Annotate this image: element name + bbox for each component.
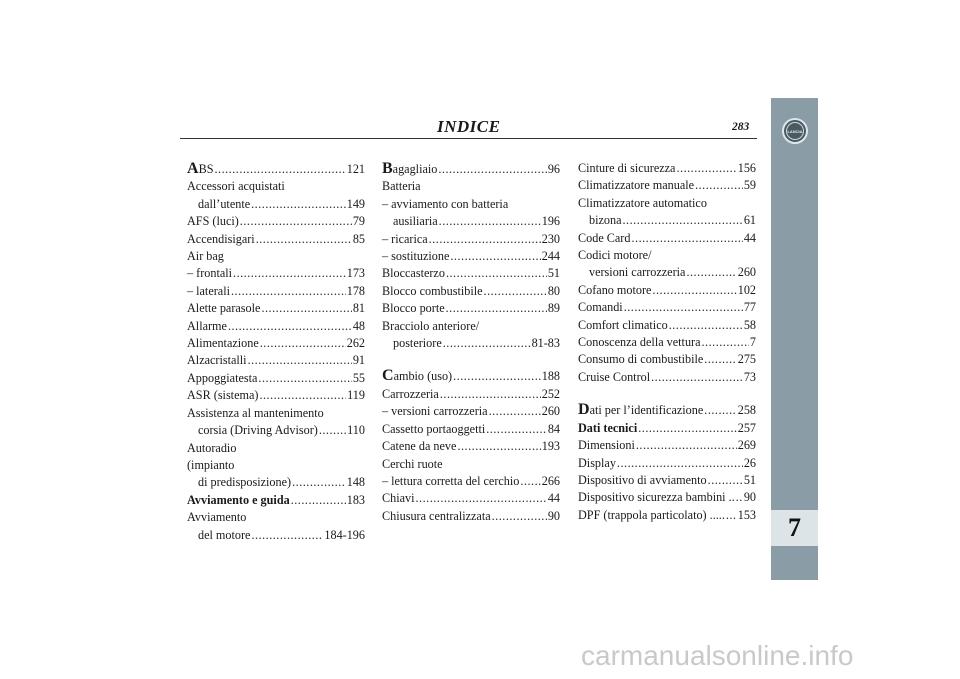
dot-leader xyxy=(708,472,743,489)
index-entry-label: Chiavi xyxy=(382,491,415,506)
dot-leader xyxy=(251,527,323,544)
index-column-3 xyxy=(578,160,756,524)
index-entry[interactable] xyxy=(187,440,365,457)
index-entry-first-line: Assistenza al mantenimento xyxy=(187,405,324,420)
index-entry-heading: Air bag xyxy=(187,249,224,264)
index-entry-page: 80 xyxy=(547,283,560,298)
index-entry-page: 44 xyxy=(547,491,560,506)
section-initial: D xyxy=(578,401,590,419)
index-entry-page: 90 xyxy=(547,508,560,523)
index-entry-page: 102 xyxy=(737,282,756,297)
section-gap xyxy=(578,386,756,401)
dot-leader xyxy=(319,422,346,439)
header-rule xyxy=(180,138,757,139)
index-entry[interactable] xyxy=(382,196,560,231)
index-entry-label: Allarme xyxy=(187,318,227,333)
index-entry-label: Catene da neve xyxy=(382,439,457,454)
index-entry[interactable] xyxy=(382,178,560,195)
index-entry-page: 178 xyxy=(346,283,365,298)
index-entry[interactable] xyxy=(382,160,560,178)
index-entry-page: 119 xyxy=(347,388,365,403)
index-entry-page: 26 xyxy=(743,455,756,470)
index-entry-page: 173 xyxy=(346,266,365,281)
index-entry-page: 96 xyxy=(547,162,560,176)
index-entry-page: 196 xyxy=(541,214,560,229)
index-entry[interactable] xyxy=(187,492,365,509)
index-entry-page: 275 xyxy=(737,352,756,367)
index-entry-label: dall’utente xyxy=(198,196,251,211)
index-entry[interactable] xyxy=(578,455,756,472)
index-entry-page: 230 xyxy=(541,231,560,246)
index-entry-first-line: Accessori acquistati xyxy=(187,179,285,194)
index-entry-label: – frontali xyxy=(187,266,233,281)
index-entry[interactable] xyxy=(187,335,365,352)
index-entry-label: Display xyxy=(578,455,616,470)
index-entry-page: 258 xyxy=(737,403,756,418)
section-initial-rest: agagliaio xyxy=(392,162,438,176)
index-entry-label: ausiliaria xyxy=(393,214,438,229)
dot-leader xyxy=(736,489,743,506)
index-entry[interactable] xyxy=(578,317,756,334)
dot-leader xyxy=(624,299,743,316)
index-entry[interactable] xyxy=(187,387,365,404)
index-entry[interactable] xyxy=(187,265,365,282)
index-entry-page: 110 xyxy=(347,423,365,438)
watermark: carmanualsonline.info xyxy=(581,640,854,671)
dot-leader xyxy=(726,507,737,524)
index-entry[interactable] xyxy=(382,490,560,507)
dot-leader xyxy=(617,455,743,472)
index-entry-page: 260 xyxy=(737,265,756,280)
dot-leader xyxy=(256,231,352,248)
index-entry-page: 61 xyxy=(743,213,756,228)
chapter-tab-strip xyxy=(771,98,818,580)
index-entry[interactable] xyxy=(382,367,560,385)
dot-leader xyxy=(686,264,736,281)
index-entry-page: 257 xyxy=(737,420,756,435)
dot-leader xyxy=(228,318,352,335)
dot-leader xyxy=(623,212,743,229)
index-entry[interactable] xyxy=(187,231,365,248)
index-entry-page: 269 xyxy=(737,438,756,453)
index-entry-label: Dispositivo sicurezza bambini .. xyxy=(578,490,735,505)
index-entry[interactable] xyxy=(382,508,560,525)
index-entry-label: Dati tecnici xyxy=(578,420,638,435)
index-entry-page: 85 xyxy=(352,231,365,246)
index-entry-page: 149 xyxy=(346,196,365,211)
dot-leader xyxy=(492,508,547,525)
index-entry-page: 73 xyxy=(743,369,756,384)
index-entry-label: Dispositivo di avviamento xyxy=(578,472,707,487)
index-entry[interactable] xyxy=(187,160,365,178)
index-entry-label: Cofano motore xyxy=(578,282,652,297)
index-entry[interactable] xyxy=(382,248,560,265)
index-entry-label: Consumo di combustibile xyxy=(578,352,704,367)
index-entry-label: Alzacristalli xyxy=(187,353,247,368)
dot-leader xyxy=(446,265,547,282)
index-entry-page: 262 xyxy=(346,336,365,351)
index-entry[interactable] xyxy=(187,178,365,213)
section-initial: A xyxy=(187,160,199,177)
dot-leader xyxy=(638,420,736,437)
index-entry-page: 183 xyxy=(346,492,365,507)
dot-leader xyxy=(240,213,352,230)
index-entry-label: – lettura corretta del cerchio xyxy=(382,473,520,488)
dot-leader xyxy=(258,370,351,387)
index-entry[interactable] xyxy=(578,195,756,230)
index-entry-label: Blocco porte xyxy=(382,301,445,316)
section-gap xyxy=(382,352,560,367)
dot-leader xyxy=(457,438,540,455)
index-entry-label: AFS (luci) xyxy=(187,214,239,229)
index-entry-label xyxy=(382,367,452,385)
dot-leader xyxy=(520,473,540,490)
index-entry-page: 193 xyxy=(541,439,560,454)
index-entry-page: 244 xyxy=(541,249,560,264)
index-entry-first-line: Bracciolo anteriore/ xyxy=(382,318,480,333)
index-entry-label: Alette parasole xyxy=(187,301,261,316)
index-entry-label: Bloccasterzo xyxy=(382,266,445,281)
index-entry-label: Cassetto portaoggetti xyxy=(382,421,486,436)
index-entry[interactable] xyxy=(187,248,365,265)
index-entry[interactable] xyxy=(187,352,365,369)
dot-leader xyxy=(636,437,737,454)
index-column-2 xyxy=(382,160,560,525)
index-entry-label: Accendisigari xyxy=(187,231,255,246)
index-entry[interactable] xyxy=(578,472,756,489)
index-entry-page: 90 xyxy=(743,490,756,505)
index-entry-page: 188 xyxy=(541,369,560,384)
index-entry-label: Climatizzatore manuale xyxy=(578,178,695,193)
index-entry[interactable] xyxy=(382,438,560,455)
index-entry-label: – laterali xyxy=(187,283,230,298)
logo-text: LANCIA xyxy=(787,128,803,134)
index-entry-first-line: – avviamento con batteria xyxy=(382,196,509,211)
dot-leader xyxy=(260,335,346,352)
index-entry[interactable] xyxy=(578,489,756,506)
index-entry[interactable] xyxy=(578,437,756,454)
index-entry-heading: Cerchi ruote xyxy=(382,456,443,471)
index-entry-label: Code Card xyxy=(578,230,631,245)
dot-leader xyxy=(453,368,541,385)
index-entry-label: versioni carrozzeria xyxy=(589,265,686,280)
index-entry-page: 91 xyxy=(352,353,365,368)
index-entry[interactable] xyxy=(382,473,560,490)
index-entry[interactable] xyxy=(187,509,365,544)
index-entry[interactable] xyxy=(578,299,756,316)
index-entry-label: ASR (sistema) xyxy=(187,388,259,403)
index-entry[interactable] xyxy=(578,177,756,194)
index-entry-label: posteriore xyxy=(393,336,442,351)
section-initial: C xyxy=(382,367,394,385)
index-entry[interactable] xyxy=(382,386,560,403)
index-entry-page: 77 xyxy=(743,300,756,315)
dot-leader xyxy=(443,335,531,352)
dot-leader xyxy=(248,352,352,369)
index-entry-label: Conoscenza della vettura xyxy=(578,335,701,350)
index-entry[interactable] xyxy=(382,456,560,473)
index-entry[interactable] xyxy=(578,507,756,524)
index-entry-page: 44 xyxy=(743,230,756,245)
logo-shield xyxy=(786,122,804,140)
index-entry-label: Dimensioni xyxy=(578,438,635,453)
dot-leader xyxy=(704,402,736,419)
index-entry[interactable] xyxy=(578,401,756,419)
index-entry-page: 89 xyxy=(547,301,560,316)
index-entry[interactable] xyxy=(578,160,756,177)
index-entry-label: Cruise Control xyxy=(578,369,651,384)
dot-leader xyxy=(702,334,749,351)
index-entry[interactable] xyxy=(578,369,756,386)
section-initial-rest: BS xyxy=(198,162,214,176)
index-entry[interactable] xyxy=(578,420,756,437)
dot-leader xyxy=(486,421,547,438)
index-entry-page: 48 xyxy=(352,318,365,333)
index-entry-page: 7 xyxy=(749,335,756,350)
page-number: 283 xyxy=(732,121,750,133)
index-entry-page: 266 xyxy=(541,473,560,488)
index-entry-page: 153 xyxy=(737,507,756,522)
index-entry-page: 51 xyxy=(743,472,756,487)
index-entry[interactable] xyxy=(578,351,756,368)
index-entry-label: corsia (Driving Advisor) xyxy=(198,423,318,438)
index-entry[interactable] xyxy=(187,405,365,440)
index-entry-label: Carrozzeria xyxy=(382,386,439,401)
index-entry-label: Comfort climatico xyxy=(578,317,668,332)
dot-leader xyxy=(291,492,346,509)
dot-leader xyxy=(695,177,743,194)
dot-leader xyxy=(416,490,547,507)
dot-leader xyxy=(439,213,541,230)
dot-leader xyxy=(429,231,541,248)
dot-leader xyxy=(676,160,736,177)
index-entry-first-line: Avviamento xyxy=(187,510,247,525)
dot-leader xyxy=(631,230,742,247)
index-column-1 xyxy=(187,160,365,544)
index-entry-page: 84 xyxy=(547,421,560,436)
dot-leader xyxy=(438,161,546,178)
dot-leader xyxy=(261,300,351,317)
index-entry[interactable] xyxy=(187,318,365,335)
index-entry[interactable] xyxy=(578,282,756,299)
index-entry[interactable] xyxy=(382,231,560,248)
index-entry-label: – ricarica xyxy=(382,231,428,246)
index-entry[interactable] xyxy=(578,247,756,282)
dot-leader xyxy=(446,300,547,317)
index-entry[interactable] xyxy=(382,300,560,317)
index-entry-label: Avviamento e guida xyxy=(187,492,290,507)
dot-leader xyxy=(652,282,736,299)
index-entry-first-line: Codici motore/ xyxy=(578,248,652,263)
chapter-number: 7 xyxy=(788,513,801,542)
index-entry-heading: Batteria xyxy=(382,179,421,194)
dot-leader xyxy=(484,283,547,300)
index-entry-label xyxy=(382,160,437,178)
index-entry-label: Alimentazione xyxy=(187,336,259,351)
index-entry-page: 59 xyxy=(743,178,756,193)
dot-leader xyxy=(489,403,541,420)
dot-leader xyxy=(214,161,345,178)
index-entry-label: Blocco combustibile xyxy=(382,283,483,298)
index-entry[interactable] xyxy=(382,318,560,353)
index-entry-first-line: (impianto xyxy=(187,457,235,472)
index-entry-page: 252 xyxy=(541,386,560,401)
index-entry[interactable] xyxy=(382,403,560,420)
dot-leader xyxy=(292,474,346,491)
lancia-logo-icon xyxy=(782,118,808,144)
index-entry-label: bizona xyxy=(589,213,622,228)
index-entry[interactable] xyxy=(187,457,365,492)
section-initial-rest: ambio (uso) xyxy=(393,369,453,384)
index-entry[interactable] xyxy=(187,300,365,317)
index-entry[interactable] xyxy=(578,230,756,247)
index-entry-page: 51 xyxy=(547,266,560,281)
index-entry-page: 156 xyxy=(737,161,756,175)
index-entry-page: 121 xyxy=(346,162,365,176)
section-initial-rest: ati per l’identificazione xyxy=(589,403,704,418)
dot-leader xyxy=(259,387,346,404)
index-entry-label: Cinture di sicurezza xyxy=(578,161,676,175)
index-entry-page: 81-83 xyxy=(531,336,560,351)
dot-leader xyxy=(231,283,346,300)
index-entry-page: 148 xyxy=(346,475,365,490)
index-entry[interactable] xyxy=(578,334,756,351)
index-entry[interactable] xyxy=(187,283,365,300)
index-entry-label: – sostituzione xyxy=(382,249,450,264)
index-entry[interactable] xyxy=(187,213,365,230)
index-entry-page: 55 xyxy=(352,370,365,385)
index-entry-heading: Autoradio xyxy=(187,440,237,455)
page-title: INDICE xyxy=(437,117,501,136)
index-entry[interactable] xyxy=(382,265,560,282)
index-entry-page: 184-196 xyxy=(324,527,365,542)
index-entry-page: 79 xyxy=(352,214,365,229)
index-entry-label xyxy=(187,160,213,178)
index-entry-page: 81 xyxy=(352,301,365,316)
dot-leader xyxy=(651,369,743,386)
index-entry-label: – versioni carrozzeria xyxy=(382,404,488,419)
chapter-box[interactable] xyxy=(771,510,818,546)
dot-leader xyxy=(450,248,540,265)
index-entry-page: 58 xyxy=(743,317,756,332)
index-entry-label: del motore xyxy=(198,527,251,542)
index-entry-label: DPF (trappola particolato) ..... xyxy=(578,507,725,522)
dot-leader xyxy=(704,351,736,368)
index-entry-label: Appoggiatesta xyxy=(187,370,258,385)
dot-leader xyxy=(251,196,346,213)
index-entry-label: di predisposizione) xyxy=(198,475,292,490)
index-entry-page: 260 xyxy=(541,404,560,419)
index-entry[interactable] xyxy=(187,370,365,387)
index-entry[interactable] xyxy=(382,283,560,300)
dot-leader xyxy=(669,317,743,334)
dot-leader xyxy=(233,265,346,282)
section-initial: B xyxy=(382,160,393,177)
index-entry-label: Chiusura centralizzata xyxy=(382,508,491,523)
index-entry[interactable] xyxy=(382,421,560,438)
dot-leader xyxy=(440,386,541,403)
index-entry-label: Comandi xyxy=(578,300,623,315)
index-entry-label xyxy=(578,401,703,419)
index-entry-first-line: Climatizzatore automatico xyxy=(578,195,707,210)
